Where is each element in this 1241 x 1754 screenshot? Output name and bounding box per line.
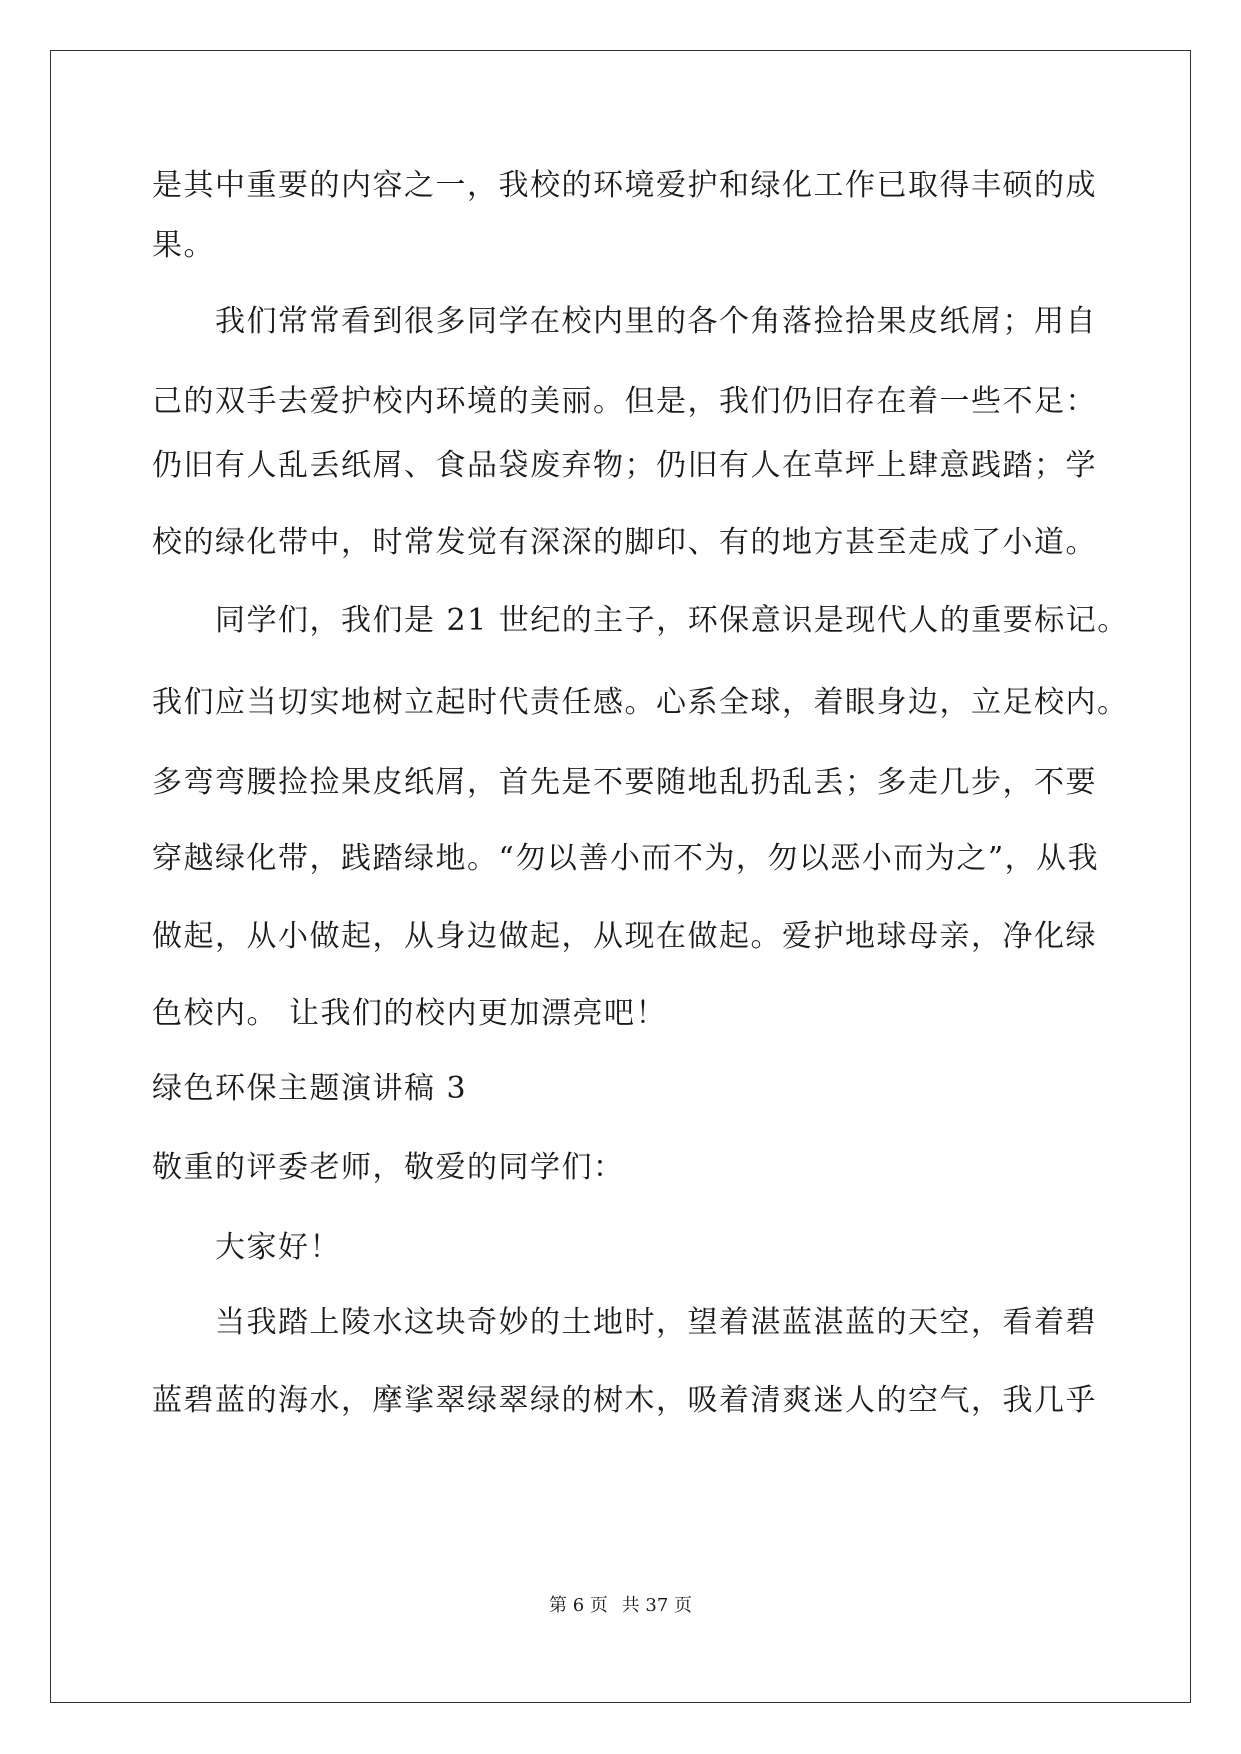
page-footer — [0, 1594, 1241, 1618]
body-text-line: 我们应当切实地树立起时代责任感。心系全球，着眼身边，立足校内。 — [152, 685, 1129, 720]
greeting: 大家好！ — [215, 1230, 341, 1265]
body-text-line: 做起，从小做起，从身边做起，从现在做起。爱护地球母亲，净化绿 — [152, 919, 1097, 954]
body-text-line: 蓝碧蓝的海水，摩挲翠绿翠绿的树木，吸着清爽迷人的空气，我几乎 — [152, 1383, 1097, 1418]
page-total: 共 37 页 — [621, 1595, 692, 1616]
salutation: 敬重的评委老师，敬爱的同学们： — [152, 1150, 625, 1185]
body-text-line: 同学们，我们是 21 世纪的主子，环保意识是现代人的重要标记。 — [215, 603, 1129, 638]
body-text-line: 我们常常看到很多同学在校内里的各个角落捡拾果皮纸屑；用自 — [215, 304, 1097, 339]
body-text-line: 果。 — [152, 228, 215, 263]
body-text-line: 是其中重要的内容之一，我校的环境爱护和绿化工作已取得丰硕的成 — [152, 168, 1097, 203]
body-text-line: 仍旧有人乱丢纸屑、食品袋废弃物；仍旧有人在草坪上肆意践踏；学 — [152, 448, 1097, 483]
body-text-line: 己的双手去爱护校内环境的美丽。但是，我们仍旧存在着一些不足： — [152, 384, 1097, 419]
section-heading: 绿色环保主题演讲稿 3 — [152, 1071, 468, 1106]
body-text-line: 多弯弯腰捡捡果皮纸屑，首先是不要随地乱扔乱丢；多走几步，不要 — [152, 765, 1097, 800]
body-text-line: 穿越绿化带，践踏绿地。“勿以善小而不为，勿以恶小而为之”，从我 — [152, 841, 1100, 876]
body-text-line: 校的绿化带中，时常发觉有深深的脚印、有的地方甚至走成了小道。 — [152, 525, 1097, 560]
page-number: 第 6 页 — [549, 1595, 608, 1616]
body-text-line: 当我踏上陵水这块奇妙的土地时，望着湛蓝湛蓝的天空，看着碧 — [215, 1305, 1097, 1340]
body-text-line: 色校内。 让我们的校内更加漂亮吧！ — [152, 996, 668, 1031]
